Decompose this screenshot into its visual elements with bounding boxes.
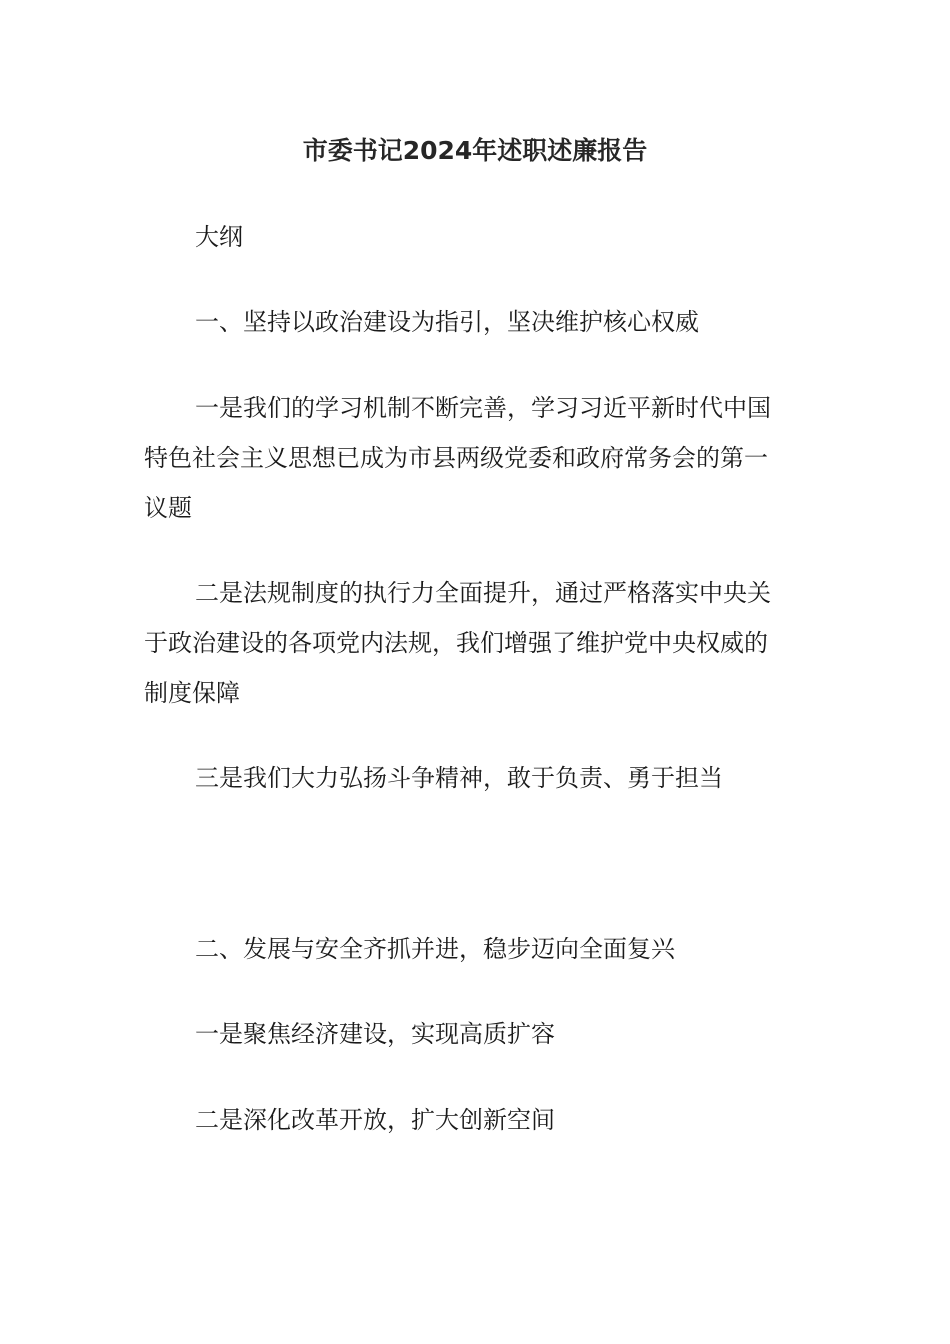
section-heading-1: 一、坚持以政治建设为指引，坚决维护核心权威 bbox=[195, 308, 699, 336]
section-1-point-1: 一是我们的学习机制不断完善，学习习近平新时代中国特色社会主义思想已成为市县两级党委和政府常务会的第一议题 bbox=[144, 394, 771, 522]
section-2-point-2: 二是深化改革开放，扩大创新空间 bbox=[195, 1106, 555, 1134]
section-heading-2: 二、发展与安全齐抓并进，稳步迈向全面复兴 bbox=[195, 935, 675, 963]
document-title: 市委书记2024年述职述廉报告 bbox=[302, 136, 648, 165]
section-1-point-3: 三是我们大力弘扬斗争精神，敢于负责、勇于担当 bbox=[195, 764, 723, 792]
section-1-point-2: 二是法规制度的执行力全面提升，通过严格落实中央关于政治建设的各项党内法规，我们增强了维护党中央权威的制度保障 bbox=[144, 579, 771, 707]
section-2-point-1: 一是聚焦经济建设，实现高质扩容 bbox=[195, 1020, 555, 1048]
outline-label: 大纲 bbox=[195, 223, 243, 251]
